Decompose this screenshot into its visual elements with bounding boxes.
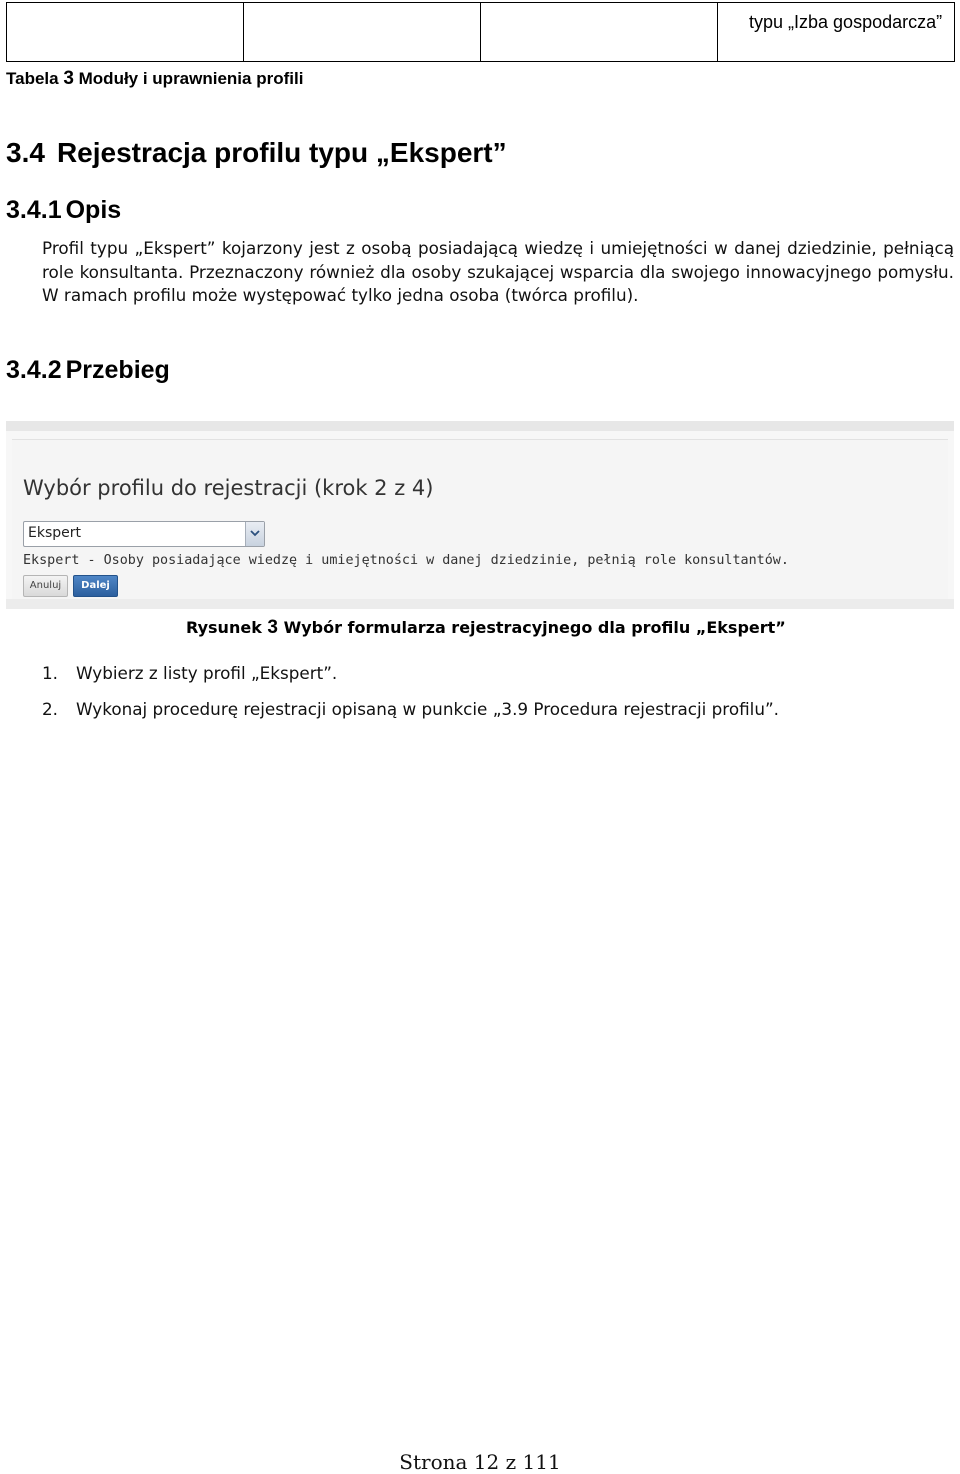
table-fragment	[6, 2, 955, 62]
subsection-number: 3.4.2	[6, 356, 62, 384]
list-item-text: Wykonaj procedurę rejestracji opisaną w punkcie „3.9 Procedura rejestracji profilu”.	[76, 699, 779, 719]
section-heading	[6, 137, 507, 169]
page-footer: Strona 12 z 111	[399, 1450, 561, 1474]
section-number: 3.4	[6, 137, 45, 168]
cancel-button[interactable]: Anuluj	[23, 575, 68, 597]
subsection-title: Opis	[65, 196, 122, 224]
profile-description: Ekspert - Osoby posiadające wiedzę i umiejętności w danej dziedzinie, pełnią role konsultantów.	[23, 553, 789, 568]
list-item	[42, 663, 779, 699]
table-cell	[718, 3, 955, 62]
list-item-number: 1.	[42, 663, 59, 683]
table-cell	[481, 3, 718, 62]
table-cell	[244, 3, 481, 62]
section-title: Rejestracja profilu typu „Ekspert”	[56, 137, 507, 168]
embedded-screenshot	[6, 421, 954, 609]
next-button[interactable]: Dalej	[73, 575, 118, 597]
list-item	[42, 699, 779, 735]
figure-caption-text: Wybór formularza rejestracyjnego dla profilu „Ekspert”	[283, 618, 786, 637]
profile-select[interactable]	[23, 521, 265, 547]
figure-caption	[186, 617, 786, 639]
table-cell-text: typu „Izba gospodarcza”	[749, 12, 943, 32]
profile-select-value: Ekspert	[28, 525, 81, 541]
chevron-down-icon[interactable]	[245, 522, 264, 546]
table-caption	[6, 68, 303, 90]
subsection-number: 3.4.1	[6, 196, 62, 224]
subsection-heading-przebieg	[6, 356, 170, 385]
description-paragraph: Profil typu „Ekspert” kojarzony jest z osobą posiadającą wiedzę i umiejętności w danej dziedzinie, pełniącą role konsultanta. Przeznaczony również dla osoby szukającej wsparcia dla swojego innowacyjnego pomysłu. W ramach profilu może występować tylko jedna osoba (twórca profilu).	[42, 238, 954, 305]
list-item-number: 2.	[42, 699, 59, 719]
screenshot-title: Wybór profilu do rejestracji (krok 2 z 4)	[23, 476, 434, 500]
subsection-title: Przebieg	[65, 356, 170, 384]
figure-caption-prefix: Rysunek	[186, 618, 262, 637]
table-caption-prefix: Tabela	[6, 69, 59, 88]
figure-caption-number: 3	[267, 617, 278, 638]
table-caption-number: 3	[63, 68, 74, 89]
table-cell	[7, 3, 244, 62]
subsection-heading-opis	[6, 196, 121, 225]
screenshot-panel	[12, 439, 948, 599]
table-caption-text: Moduły i uprawnienia profili	[78, 69, 304, 88]
list-item-text: Wybierz z listy profil „Ekspert”.	[76, 663, 338, 683]
steps-list	[42, 663, 779, 735]
screenshot-border	[6, 599, 954, 609]
